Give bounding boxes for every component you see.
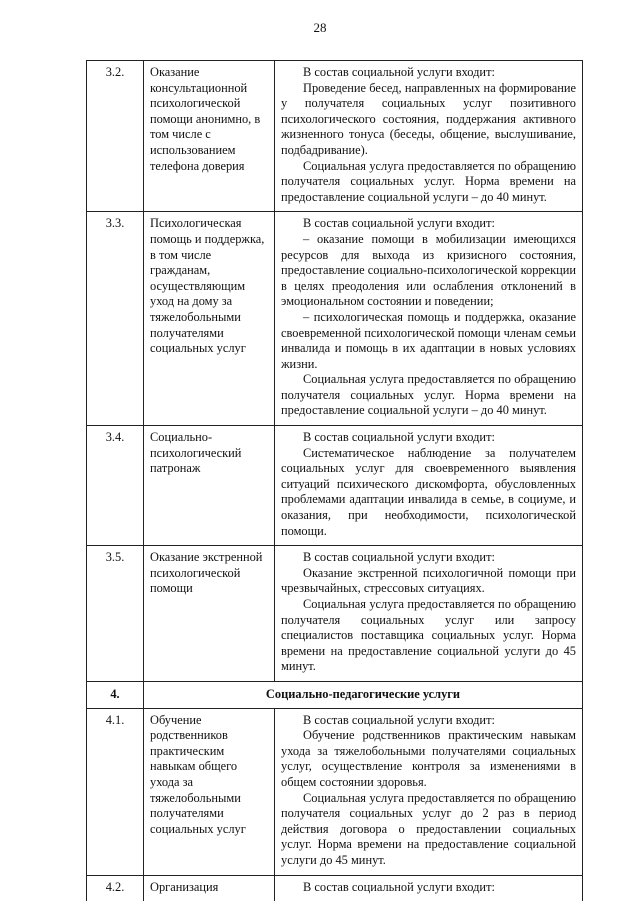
table-row [87,212,583,426]
service-name: Оказание консультационной психологической помощи анонимно, в том числе с использованием телефона доверия [144,61,275,212]
service-description [275,212,583,426]
row-number: 4.2. [87,875,144,901]
section-header-row [87,681,583,708]
description-line: Обучение родственников практическим навыкам ухода за тяжелобольными получателями социальных услуг, осуществление контроля за изменениями в общем состоянии здоровья. [281,728,576,789]
description-line: В состав социальной услуги входит: [303,216,495,231]
service-name: Психологическая помощь и поддержка, в том числе гражданам, осуществляющим уход на дому за тяжелобольными получателями социальных услуг [144,212,275,426]
row-number: 3.3. [87,212,144,426]
description-line: Оказание экстренной психологичной помощи при чрезвычайных, стрессовых ситуациях. [281,565,576,596]
service-description [275,546,583,682]
service-name: Организация [144,875,275,901]
description-line: В состав социальной услуги входит: [303,879,495,894]
description-line: В состав социальной услуги входит: [303,65,495,79]
description-line: Социальная услуга предоставляется по обращению получателя социальных услуг до 2 раз в период действия договора о предоставлении социальных услуг. Норма времени на предоставление социальной услуги до 45 минут. [281,790,576,867]
service-name: Оказание экстренной психологической помощи [144,546,275,682]
service-description [275,875,583,901]
description-line: Проведение бесед, направленных на формирование у получателя социальных услуг позитивного психологического состояния, поддержания активного жизненного тонуса (беседы, общение, выслушивание, подбадривание). [281,80,576,157]
description-line: – психологическая помощь и поддержка, оказание своевременной психологической помощи членам семьи инвалида и помощь в их адаптации в новых условиях жизни. [281,309,576,371]
service-name: Обучение родственников практическим навыкам общего ухода за тяжелобольными получателями социальных услуг [144,708,275,875]
table-row [87,426,583,546]
description-line: В состав социальной услуги входит: [303,550,495,565]
service-description [275,426,583,546]
row-number: 3.4. [87,426,144,546]
row-number: 3.2. [87,61,144,212]
description-line: Социальная услуга предоставляется по обращению получателя социальных услуг. Норма времени на предоставление социальной услуги – до 40 минут. [281,158,576,204]
description-line: Систематическое наблюдение за получателем социальных услуг для своевременного выявления ситуаций психического дискомфорта, обусловленных проблемами адаптации инвалида в семье, в социуме, и оказания, при необходимости, психологической помощи. [281,445,576,538]
row-number: 4.1. [87,708,144,875]
description-line: В состав социальной услуги входит: [303,712,495,727]
services-table [86,60,583,901]
page-number: 28 [313,20,327,35]
table-row [87,546,583,682]
table-row [87,61,583,212]
table-row [87,708,583,875]
description-line: – оказание помощи в мобилизации имеющихся ресурсов для выхода из кризисного состояния, предоставление социально-психологической коррекции в целях преодоления или ослабления отклонений в эмоциональном состоянии и поведении; [281,231,576,309]
section-number: 4. [87,681,144,708]
description-line: Социальная услуга предоставляется по обращению получателя социальных услуг. Норма времени на предоставление социальной услуги – до 40 минут. [281,372,576,418]
service-name: Социально-психологический патронаж [144,426,275,546]
section-title: Социально-педагогические услуги [144,681,583,708]
service-description [275,61,583,212]
service-description [275,708,583,875]
row-number: 3.5. [87,546,144,682]
table-row [87,875,583,901]
description-line: В состав социальной услуги входит: [303,430,495,445]
description-line: Социальная услуга предоставляется по обращению получателя социальных услуг или запросу специалистов поставщика социальных услуг. Норма времени на предоставление социальной услуги до 45 минут. [281,597,576,674]
